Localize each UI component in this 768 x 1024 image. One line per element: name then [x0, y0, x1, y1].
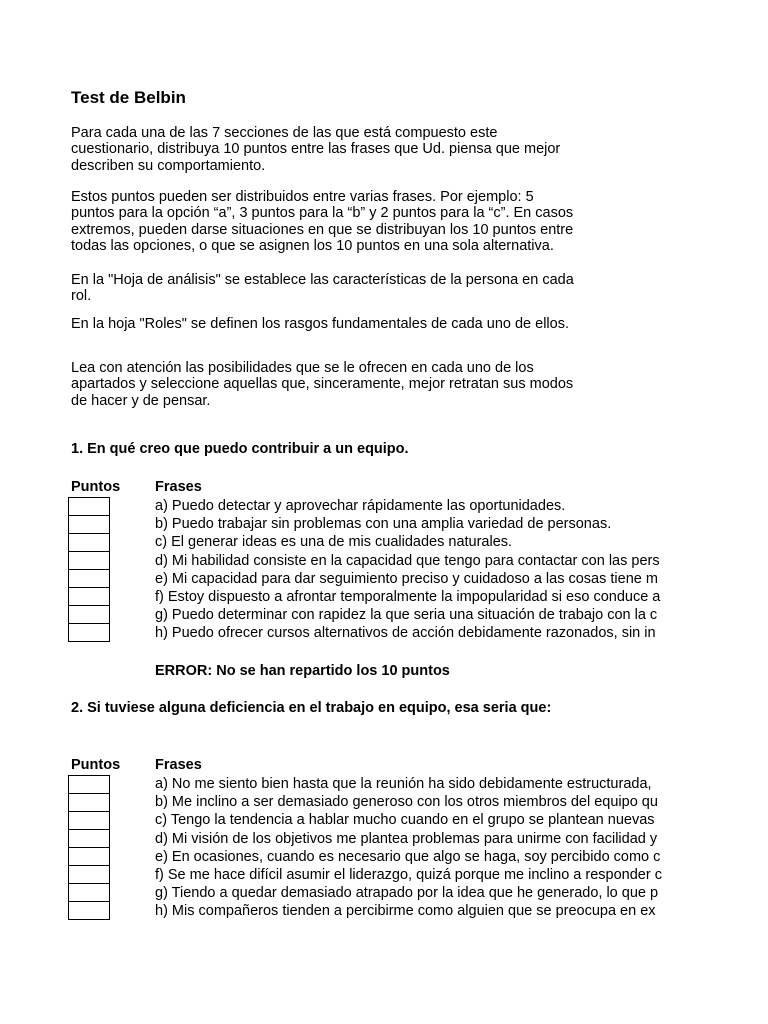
points-input-h[interactable] [68, 901, 110, 920]
text-line: todas las opciones, o que se asignen los 10 puntos en una sola alternativa. [71, 237, 554, 254]
phrase-f: f) Estoy dispuesto a afrontar temporalmente la impopularidad si eso conduce a [155, 588, 661, 605]
points-input-g[interactable] [68, 605, 110, 623]
points-input-b[interactable] [68, 793, 110, 811]
section-2-phrases-header: Frases [155, 757, 202, 773]
phrase-b: b) Puedo trabajar sin problemas con una amplia variedad de personas. [155, 516, 612, 533]
intro-paragraph-4 [71, 316, 616, 332]
phrase-h: h) Puedo ofrecer cursos alternativos de acción debidamente razonados, sin in [155, 625, 656, 642]
phrase-c: c) El generar ideas es una de mis cualidades naturales. [155, 534, 513, 551]
points-input-f[interactable] [68, 865, 110, 883]
section-2-points-inputs [68, 775, 109, 920]
points-input-b[interactable] [68, 515, 110, 533]
text-line: puntos para la opción “a”, 3 puntos para la “b” y 2 puntos para la “c”. En casos [71, 205, 574, 222]
points-input-f[interactable] [68, 587, 110, 605]
text-line: En la hoja "Roles" se definen los rasgos fundamentales de cada uno de ellos. [71, 316, 569, 332]
page-title: Test de Belbin [71, 88, 186, 107]
phrase-f: f) Se me hace difícil asumir el liderazgo, quizá porque me inclino a responder c [155, 866, 662, 883]
section-2-points-header: Puntos [71, 757, 121, 773]
section-1-phrases [155, 497, 689, 643]
phrase-d: d) Mi visión de los objetivos me plantea problemas para unirme con facilidad y [155, 830, 658, 847]
points-input-a[interactable] [68, 775, 110, 793]
points-input-d[interactable] [68, 829, 110, 847]
text-line: En la "Hoja de análisis" se establece las características de la persona en cada [71, 272, 574, 288]
phrase-b: b) Me inclino a ser demasiado generoso con los otros miembros del equipo qu [155, 794, 658, 811]
phrase-a: a) No me siento bien hasta que la reunión ha sido debidamente estructurada, [155, 776, 652, 792]
text-line: de hacer y de pensar. [71, 392, 211, 409]
section-1-points-header: Puntos [71, 479, 121, 495]
points-input-c[interactable] [68, 533, 110, 551]
section-2-phrases [155, 775, 689, 921]
phrase-c: c) Tengo la tendencia a hablar mucho cuando en el grupo se plantean nuevas [155, 812, 655, 829]
intro-paragraph-5 [71, 360, 616, 409]
section-1-heading: 1. En qué creo que puedo contribuir a un equipo. [71, 441, 409, 457]
text-line: extremos, pueden darse situaciones en que se distribuyan los 10 puntos entre [71, 221, 574, 238]
points-input-h[interactable] [68, 623, 110, 642]
text-line: cuestionario, distribuya 10 puntos entre las frases que Ud. piensa que mejor [71, 141, 561, 158]
phrase-e: e) Mi capacidad para dar seguimiento preciso y cuidadoso a las cosas tiene m [155, 570, 658, 587]
phrase-h: h) Mis compañeros tienden a percibirme como alguien que se preocupa en ex [155, 903, 656, 920]
section-1-phrases-header: Frases [155, 479, 202, 495]
phrase-g: g) Tiendo a quedar demasiado atrapado por la idea que he generado, lo que p [155, 885, 659, 902]
points-input-a[interactable] [68, 497, 110, 515]
phrase-g: g) Puedo determinar con rapidez la que seria una situación de trabajo con la c [155, 607, 658, 624]
points-input-e[interactable] [68, 847, 110, 865]
phrase-a: a) Puedo detectar y aprovechar rápidamente las oportunidades. [155, 498, 566, 514]
text-line: Estos puntos pueden ser distribuidos entre varias frases. Por ejemplo: 5 [71, 189, 534, 205]
points-input-c[interactable] [68, 811, 110, 829]
intro-paragraph-1 [71, 125, 616, 174]
section-1-error-message: ERROR: No se han repartido los 10 puntos [155, 663, 450, 679]
text-line: Lea con atención las posibilidades que se le ofrecen en cada uno de los [71, 360, 534, 376]
text-line: rol. [71, 288, 92, 305]
points-input-g[interactable] [68, 883, 110, 901]
section-2-heading: 2. Si tuviese alguna deficiencia en el trabajo en equipo, esa seria que: [71, 700, 552, 716]
points-input-e[interactable] [68, 569, 110, 587]
phrase-e: e) En ocasiones, cuando es necesario que algo se haga, soy percibido como c [155, 848, 661, 865]
points-input-d[interactable] [68, 551, 110, 569]
text-line: Para cada una de las 7 secciones de las que está compuesto este [71, 125, 498, 141]
intro-paragraph-3 [71, 272, 616, 305]
text-line: apartados y seleccione aquellas que, sinceramente, mejor retratan sus modos [71, 376, 574, 393]
text-line: describen su comportamiento. [71, 157, 266, 174]
intro-paragraph-2 [71, 189, 616, 254]
phrase-d: d) Mi habilidad consiste en la capacidad que tengo para contactar con las pers [155, 552, 660, 569]
section-1-points-inputs [68, 497, 109, 642]
